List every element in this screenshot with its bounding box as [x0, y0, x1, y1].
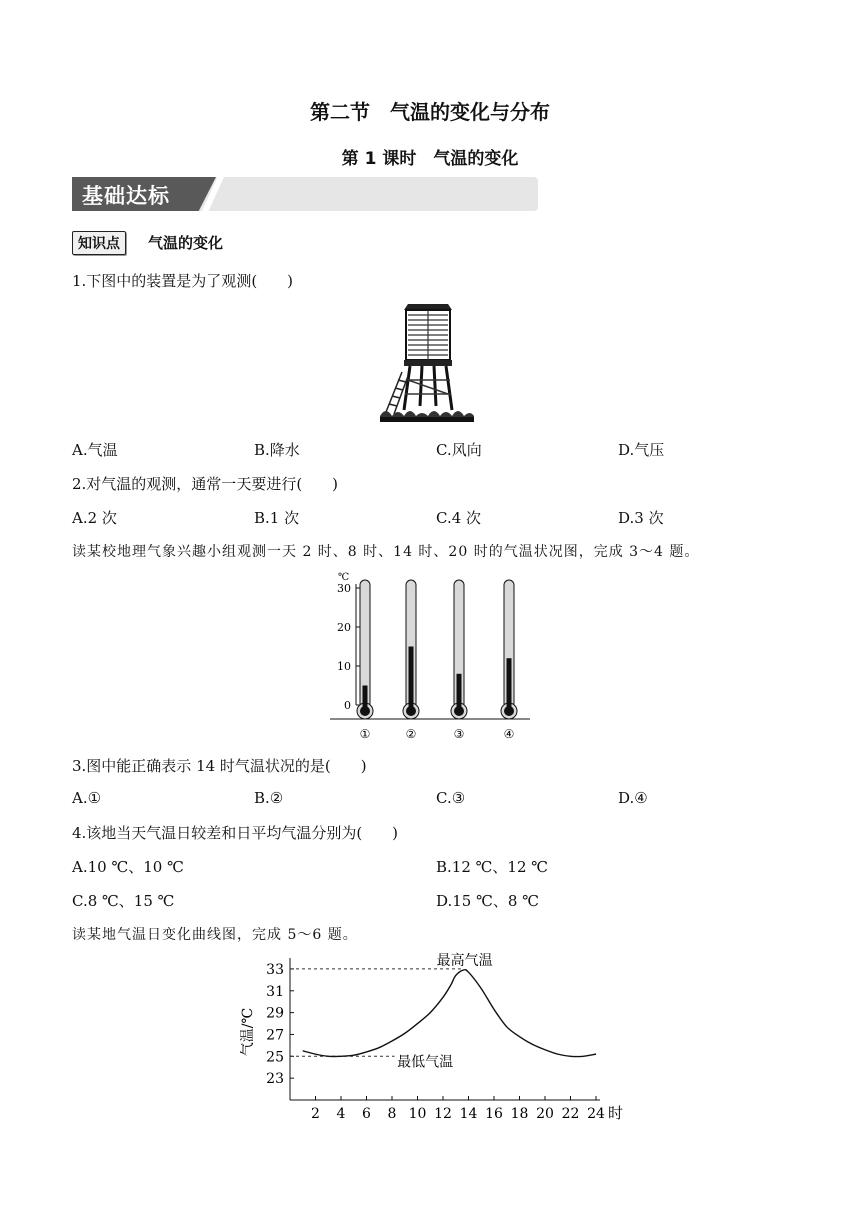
q2-option-d[interactable]: D.3 次 [618, 509, 664, 527]
question-4-stem: 4.该地当天气温日较差和日平均气温分别为( ) [72, 824, 399, 842]
thermometer-mercury [363, 686, 368, 712]
q3-option-d[interactable]: D.④ [618, 789, 648, 807]
q4-option-d[interactable]: D.15 ℃、8 ℃ [436, 892, 539, 910]
y-tick-label: 33 [266, 961, 284, 978]
x-tick-label: 18 [510, 1106, 529, 1122]
temperature-series-line [303, 970, 596, 1057]
min-temp-annotation: 最低气温 [397, 1054, 454, 1071]
q1-option-a[interactable]: A.气温 [72, 441, 118, 459]
q4-option-c[interactable]: C.8 ℃、15 ℃ [72, 892, 175, 910]
x-tick-label: 6 [362, 1106, 371, 1122]
x-tick-label: 22 [561, 1106, 580, 1122]
knowledge-point-badge: 知识点 [72, 231, 126, 255]
temperature-line-chart [240, 952, 624, 1128]
y-tick-label: 31 [266, 983, 284, 1000]
knowledge-point-title: 气温的变化 [148, 234, 224, 252]
thermometer-mercury [409, 647, 414, 712]
y-tick-label: 25 [266, 1049, 284, 1066]
section-banner-label: 基础达标 [82, 184, 170, 208]
thermometer-label: ② [405, 727, 417, 741]
x-tick-label: 2 [311, 1106, 320, 1122]
q1-option-d[interactable]: D.气压 [618, 441, 665, 459]
x-tick-label: 8 [387, 1106, 397, 1122]
q1-option-c[interactable]: C.风向 [436, 441, 482, 459]
x-tick-label: 20 [536, 1106, 554, 1122]
max-temp-annotation: 最高气温 [436, 952, 493, 969]
thermometer-label: ③ [453, 727, 465, 741]
x-axis-label: 时 [608, 1104, 624, 1122]
question-1-stem: 1.下图中的装置是为了观测( ) [72, 272, 294, 290]
thermometer-mercury [507, 658, 512, 711]
thermo-tick-label: 20 [337, 621, 351, 634]
question-3-stem: 3.图中能正确表示 14 时气温状况的是( ) [72, 757, 367, 775]
thermometer-label: ① [359, 727, 371, 741]
y-axis-label: 气温/℃ [240, 1007, 256, 1057]
q3-option-b[interactable]: B.② [254, 789, 284, 807]
weather-shelter-icon [378, 300, 476, 424]
q3-option-a[interactable]: A.① [72, 789, 102, 807]
q2-option-b[interactable]: B.1 次 [254, 509, 300, 527]
x-tick-label: 10 [408, 1106, 427, 1122]
thermo-tick-label: 30 [337, 582, 351, 595]
thermometer-mercury [457, 674, 462, 711]
x-tick-label: 14 [459, 1106, 478, 1122]
q2-option-c[interactable]: C.4 次 [436, 509, 482, 527]
intro-questions-5-6: 读某地气温日变化曲线图，完成 5～6 题。 [72, 927, 358, 943]
x-tick-label: 16 [485, 1106, 503, 1122]
thermometer-figure [320, 566, 540, 746]
x-tick-label: 24 [587, 1106, 605, 1122]
y-tick-label: 23 [266, 1071, 284, 1088]
question-2-stem: 2.对气温的观测，通常一天要进行( ) [72, 475, 339, 493]
thermo-unit: ℃ [338, 572, 350, 583]
section-banner [72, 177, 538, 211]
q1-option-b[interactable]: B.降水 [254, 441, 300, 459]
thermo-tick-label: 10 [337, 660, 351, 673]
q2-option-a[interactable]: A.2 次 [72, 509, 117, 527]
x-tick-label: 12 [434, 1106, 452, 1122]
q3-option-c[interactable]: C.③ [436, 789, 466, 807]
x-tick-label: 4 [336, 1106, 346, 1122]
y-tick-label: 29 [266, 1005, 284, 1022]
q4-option-b[interactable]: B.12 ℃、12 ℃ [436, 858, 549, 876]
intro-questions-3-4: 读某校地理气象兴趣小组观测一天 2 时、8 时、14 时、20 时的气温状况图，完成 3～4 题。 [72, 544, 700, 560]
y-tick-label: 27 [266, 1027, 284, 1044]
thermo-tick-label: 0 [344, 699, 351, 712]
thermometer-label: ④ [503, 727, 515, 741]
page-title: 第二节 气温的变化与分布 [310, 100, 550, 124]
q4-option-a[interactable]: A.10 ℃、10 ℃ [72, 858, 184, 876]
page-subtitle: 第 1 课时 气温的变化 [341, 149, 519, 169]
